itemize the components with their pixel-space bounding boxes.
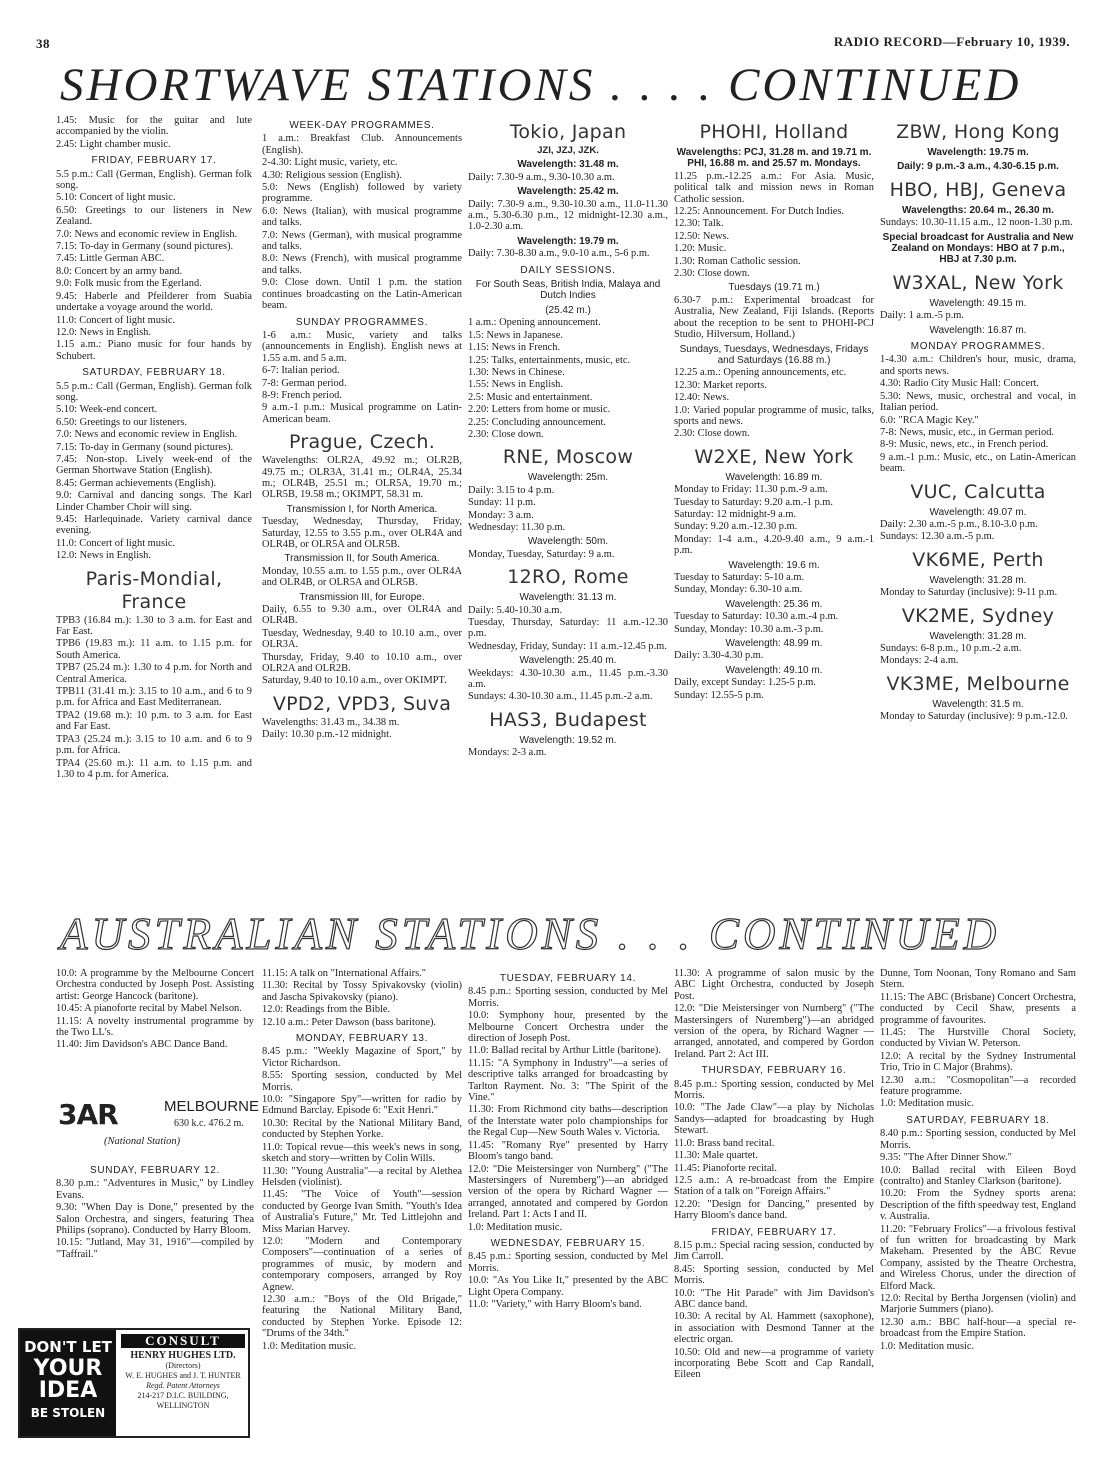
centered-note: Sundays, Tuesdays, Wednesdays, Fridays and Saturdays (16.88 m.) bbox=[679, 343, 869, 366]
section-heading: DAILY SESSIONS. bbox=[520, 264, 616, 276]
schedule-entry: 1.0: Meditation music. bbox=[262, 1340, 357, 1352]
schedule-entry: 9.45: Haberle and Pfeilderer from Suabia undertake a voyage around the world. bbox=[56, 290, 252, 314]
schedule-entry: 7.45: Little German ABC. bbox=[56, 253, 165, 265]
schedule-entry: Saturday, 9.40 to 10.10 a.m., over OKIMPT. bbox=[262, 675, 447, 687]
schedule-entry: 11.30: A programme of salon music by the ABC Light Orchestra, conducted by Joseph Post. bbox=[674, 968, 874, 1002]
schedule-entry: 11.0: "Variety," with Harry Bloom's band. bbox=[468, 1298, 642, 1310]
schedule-entry: 11.20: "February Frolics"—a frivolous festival of fun written for broadcasting by Mark Makeham. Presented by the ABC Revue Company, assisted by the Theatre Orchestra, and Wireless Chorus, under the direction of Elford Mack. bbox=[880, 1223, 1076, 1292]
schedule-entry: 12.40: News. bbox=[674, 392, 730, 404]
au-column-1 bbox=[56, 968, 254, 1088]
schedule-entry: 12.30: Market reports. bbox=[674, 379, 767, 391]
station-call-sign: 3AR bbox=[58, 1098, 118, 1131]
schedule-entry: 9.0: Carnival and dancing songs. The Karl Linder Chamber Choir will sing. bbox=[56, 490, 252, 513]
section-heading: MONDAY, FEBRUARY 13. bbox=[295, 1033, 429, 1045]
schedule-entry: 2-4.30: Light music, variety, etc. bbox=[262, 157, 398, 169]
schedule-entry: 9.30: "When Day is Done," presented by the Salon Orchestra, and singers, featuring Thea Philips (soprano). Conducted by Harry Bloom. bbox=[56, 1202, 254, 1237]
schedule-entry: Sunday, Monday: 6.30-10 a.m. bbox=[674, 584, 803, 596]
schedule-entry: Daily: 7.30-9 a.m., 9.30-10.30 a.m., 11.0-11.30 a.m., 5.30-6.30 p.m., 12 midnight-12.30 a.m., 1.0-2.30 a.m. bbox=[468, 198, 668, 233]
schedule-entry: 12.50: News. bbox=[674, 230, 730, 242]
schedule-entry: Monday to Saturday (inclusive): 9 p.m.-12.0. bbox=[880, 711, 1068, 723]
section-heading: SATURDAY, FEBRUARY 18. bbox=[82, 367, 226, 379]
centered-note: Wavelength: 31.28 m. bbox=[929, 574, 1027, 586]
schedule-entry: 11.45: "Romany Rye" presented by Harry Bloom's tango band. bbox=[468, 1139, 668, 1163]
station-heading: VK2ME, Sydney bbox=[901, 604, 1055, 627]
schedule-entry: 11.0: Brass band recital. bbox=[674, 1137, 775, 1149]
wavelength-line: Daily: 9 p.m.-3 a.m., 4.30-6.15 p.m. bbox=[897, 161, 1059, 173]
centered-note: Wavelength: 49.15 m. bbox=[929, 297, 1027, 309]
centered-note: Wavelength: 25.36 m. bbox=[725, 598, 823, 610]
schedule-entry: 1-6 a.m.: Music, variety and talks (announcements in English). English news at 1.55 a.m. and 5 a.m. bbox=[262, 329, 462, 364]
schedule-entry: 1 a.m.: Opening announcement. bbox=[468, 317, 601, 329]
schedule-entry: 7.0: News and economic review in English. bbox=[56, 228, 238, 240]
centered-note: Transmission II, for South America. bbox=[284, 553, 440, 565]
section-heading: SUNDAY, FEBRUARY 12. bbox=[90, 1165, 220, 1176]
centered-note: Transmission I, for North America. bbox=[286, 503, 438, 515]
schedule-entry: Daily: 7.30-9 a.m., 9.30-10.30 a.m. bbox=[468, 171, 615, 183]
schedule-entry: 11.40: Jim Davidson's ABC Dance Band. bbox=[56, 1039, 228, 1051]
schedule-entry: Daily: 2.30 a.m.-5 p.m., 8.10-3.0 p.m. bbox=[880, 518, 1038, 530]
schedule-entry: 6-7: Italian period. bbox=[262, 365, 340, 377]
schedule-entry: 12.30 a.m.: "Cosmopolitan"—a recorded feature programme. bbox=[880, 1074, 1076, 1098]
schedule-entry: 8.30 p.m.: "Adventures in Music," by Lindley Evans. bbox=[56, 1178, 254, 1201]
schedule-entry: 7-8: German period. bbox=[262, 377, 347, 389]
schedule-entry: Tuesday, Thursday, Saturday: 11 a.m.-12.30 p.m. bbox=[468, 617, 668, 640]
schedule-entry: 11.30: Male quartet. bbox=[674, 1150, 758, 1162]
shortwave-title: SHORTWAVE STATIONS . . . . CONTINUED bbox=[60, 59, 1022, 111]
section-heading: WEDNESDAY, FEBRUARY 15. bbox=[490, 1237, 646, 1249]
schedule-entry: 7.0: News and economic review in English. bbox=[56, 429, 238, 441]
schedule-entry: Monday to Saturday (inclusive): 9-11 p.m. bbox=[880, 587, 1058, 599]
station-3ar-box bbox=[56, 1096, 260, 1158]
centered-note: For South Seas, British India, Malaya and Dutch Indies bbox=[475, 279, 661, 302]
schedule-entry: 12.25: Announcement. For Dutch Indies. bbox=[674, 206, 844, 218]
centered-note: Wavelength: 19.52 m. bbox=[519, 734, 617, 746]
schedule-entry: 10.0: "Singapore Spy"—written for radio by Edmund Barclay. Episode 6: "Exit Henri." bbox=[262, 1094, 462, 1117]
schedule-entry: 12.0: News in English. bbox=[56, 550, 151, 562]
schedule-entry: 8.40 p.m.: Sporting session, conducted by Mel Morris. bbox=[880, 1128, 1076, 1151]
schedule-entry: 1.0: Varied popular programme of music, talks, sports and news. bbox=[674, 404, 874, 427]
publication-line: RADIO RECORD—February 10, 1939. bbox=[833, 34, 1070, 49]
schedule-entry: 10.30: Recital by the National Military Band, conducted by Stephen Yorke. bbox=[262, 1117, 462, 1141]
schedule-entry: Monday: 3 a.m. bbox=[468, 509, 534, 521]
schedule-entry: 11.0: Concert of light music. bbox=[56, 314, 176, 326]
schedule-entry: 10.0: A programme by the Melbourne Concert Orchestra conducted by Joseph Post. Assisting artist: George Hancock (baritone). bbox=[56, 968, 254, 1002]
ad-names: W. E. HUGHES and J. T. HUNTER bbox=[125, 1371, 241, 1380]
schedule-entry: 2.20: Letters from home or music. bbox=[468, 404, 611, 416]
station-heading: W3XAL, New York bbox=[892, 271, 1064, 294]
sw-column-2 bbox=[262, 115, 462, 895]
station-frequency: 630 k.c. 476.2 m. bbox=[174, 1118, 244, 1129]
schedule-entry: 7.15: To-day in Germany (sound pictures). bbox=[56, 241, 234, 253]
section-heading: THURSDAY, FEBRUARY 16. bbox=[701, 1065, 847, 1077]
schedule-entry: TPB7 (25.24 m.): 1.30 to 4 p.m. for North and Central America. bbox=[56, 662, 252, 685]
schedule-entry: Monday, 10.55 a.m. to 1.55 p.m., over OLR4A and OLR4B, or OLR5A and OLR5B. bbox=[262, 565, 462, 589]
schedule-entry: 1.0: Meditation music. bbox=[468, 1221, 563, 1233]
schedule-entry: 5.5 p.m.: Call (German, English). German folk song. bbox=[56, 168, 252, 192]
schedule-entry: 11.45: The Hurstville Choral Society, conducted by Vivian W. Peterson. bbox=[880, 1027, 1076, 1050]
schedule-entry: 1.15: News in French. bbox=[468, 342, 561, 354]
centered-note: Wavelength: 25.40 m. bbox=[519, 655, 617, 667]
centered-note: Wavelength: 48.99 m. bbox=[725, 638, 823, 650]
schedule-entry: 1.25: Talks, entertainments, music, etc. bbox=[468, 354, 631, 366]
schedule-entry: 8.45 p.m.: "Weekly Magazine of Sport," by Victor Richardson. bbox=[262, 1046, 462, 1069]
ad-slogan-line: BE STOLEN bbox=[30, 1406, 106, 1420]
schedule-entry: 10.20: From the Sydney sports arena: Description of the fifth speedway test, England v. Australia. bbox=[880, 1188, 1076, 1223]
station-heading: VPD2, VPD3, Suva bbox=[272, 692, 452, 715]
centered-note: Wavelength: 49.10 m. bbox=[725, 664, 823, 676]
station-heading: W2XE, New York bbox=[694, 445, 854, 468]
schedule-entry: 7.0: News (German), with musical programme and talks. bbox=[262, 229, 462, 253]
schedule-entry: 8.45 p.m.: Sporting session, conducted by Mel Morris. bbox=[674, 1078, 874, 1102]
schedule-entry: TPA4 (25.60 m.): 11 a.m. to 1.15 p.m. and 1.30 to 4 p.m. for America. bbox=[56, 757, 252, 780]
schedule-entry: 11.15: "A Symphony in Industry"—a series of descriptive talks arranged for broadcasting by Tarlton Rayment. No. 3: "The Spirit of the Vine." bbox=[468, 1057, 668, 1104]
schedule-entry: 1-4.30 a.m.: Children's hour, music, drama, and sports news. bbox=[880, 354, 1076, 377]
schedule-entry: Monday to Friday: 11.30 p.m.-9 a.m. bbox=[674, 484, 828, 496]
section-heading: SATURDAY, FEBRUARY 18. bbox=[906, 1114, 1050, 1126]
schedule-entry: 2.30: Close down. bbox=[674, 268, 750, 280]
station-heading: ZBW, Hong Kong bbox=[896, 121, 1060, 143]
patent-advertisement bbox=[18, 1328, 250, 1438]
schedule-entry: 9 a.m.-1 p.m.: Musical programme on Latin-American beam. bbox=[262, 402, 462, 425]
schedule-entry: 11.0: Concert of light music. bbox=[56, 537, 176, 549]
schedule-entry: 1.30: News in Chinese. bbox=[468, 366, 565, 378]
schedule-entry: Daily: 3.30-4.30 p.m. bbox=[674, 650, 764, 662]
station-city: MELBOURNE bbox=[164, 1098, 260, 1115]
australian-title: AUSTRALIAN STATIONS . . . CONTINUED bbox=[60, 909, 1001, 959]
schedule-entry: 6.0: "RCA Magic Key." bbox=[880, 414, 979, 426]
au-column-2 bbox=[262, 968, 462, 1448]
schedule-entry: 8-9: French period. bbox=[262, 389, 342, 401]
schedule-entry: 2.5: Music and entertainment. bbox=[468, 391, 593, 403]
schedule-entry: Tuesday to Saturday: 5-10 a.m. bbox=[674, 572, 805, 583]
ad-slogan-line: YOUR bbox=[33, 1356, 103, 1381]
schedule-entry: Monday: 1-4 a.m., 4.20-9.40 a.m., 9 a.m.-1 p.m. bbox=[674, 533, 874, 557]
section-heading: MONDAY PROGRAMMES. bbox=[910, 341, 1046, 353]
centered-note: Wavelength: 49.07 m. bbox=[929, 506, 1027, 518]
au-column-1b bbox=[56, 1160, 254, 1320]
schedule-entry: 12.30: Talk. bbox=[674, 218, 724, 230]
schedule-entry: Wednesday, Friday, Sunday: 11 a.m.-12.45 p.m. bbox=[468, 640, 667, 652]
schedule-entry: 7-8: News, music, etc., in German period. bbox=[880, 426, 1054, 438]
schedule-entry: Tuesday, Wednesday, Thursday, Friday, Saturday, 12.55 to 3.55 p.m., over OLR4A and OLR4B, or OLR5A and OLR5B. bbox=[262, 516, 462, 550]
schedule-entry: Daily: 10.30 p.m.-12 midnight. bbox=[262, 729, 392, 741]
schedule-entry: Sunday: 11 p.m. bbox=[468, 497, 536, 509]
schedule-entry: 9 a.m.-1 p.m.: Music, etc., on Latin-American beam. bbox=[880, 451, 1076, 475]
centered-note: Transmission III, for Europe. bbox=[299, 591, 425, 603]
schedule-entry: 1.0: Meditation music. bbox=[880, 1340, 975, 1352]
schedule-entry: 12.5 a.m.: A re-broadcast from the Empire Station of a talk on "Foreign Affairs." bbox=[674, 1174, 874, 1198]
schedule-entry: 10.0: "As You Like It," presented by the ABC Light Opera Company. bbox=[468, 1275, 668, 1298]
ad-consult: CONSULT bbox=[121, 1334, 245, 1348]
au-column-5 bbox=[880, 968, 1076, 1448]
schedule-entry: 5.5 p.m.: Call (German, English). German folk song. bbox=[56, 380, 252, 403]
centered-note: Wavelength: 31.13 m. bbox=[519, 592, 617, 604]
station-subheading: JZI, JZJ, JZK. bbox=[537, 145, 599, 156]
schedule-entry: 11.0: Ballad recital by Arthur Little (baritone). bbox=[468, 1045, 661, 1057]
station-type: (National Station) bbox=[104, 1136, 181, 1147]
centered-note: Wavelength: 31.5 m. bbox=[932, 698, 1024, 710]
schedule-entry: 10.45: A pianoforte recital by Mabel Nelson. bbox=[56, 1003, 242, 1015]
wavelength-line: Wavelength: 19.75 m. bbox=[927, 147, 1029, 158]
schedule-entry: 12.30 a.m.: "Boys of the Old Brigade," featuring the National Military Band, conducted by Stephen Yorke. Episode 12: "Drums of the 34th." bbox=[262, 1293, 462, 1340]
schedule-entry: 2.30: Close down. bbox=[674, 428, 750, 440]
station-heading: VK6ME, Perth bbox=[912, 548, 1044, 571]
schedule-entry: Sundays: 6-8 p.m., 10 p.m.-2 a.m. bbox=[880, 642, 1022, 654]
schedule-entry: 10.15: "Jutland, May 31, 1916"—compiled by "Taffrail." bbox=[56, 1237, 254, 1260]
schedule-entry: 12.0: Recital by Bertha Jorgensen (violin) and Marjorie Summers (piano). bbox=[880, 1292, 1076, 1316]
schedule-entry: Dunne, Tom Noonan, Tony Romano and Sam Stern. bbox=[880, 968, 1076, 991]
schedule-entry: 7.45: Non-stop. Lively week-end of the German Shortwave Station (English). bbox=[56, 453, 252, 477]
schedule-entry: 2.25: Concluding announcement. bbox=[468, 416, 606, 428]
schedule-entry: Daily, except Sunday: 1.25-5 p.m. bbox=[674, 677, 816, 689]
ad-address: 214-217 D.I.C. BUILDING, bbox=[137, 1391, 229, 1400]
schedule-entry: 9.35: "The After Dinner Show." bbox=[880, 1152, 1012, 1164]
schedule-entry: Wavelengths: 31.43 m., 34.38 m. bbox=[262, 716, 400, 728]
schedule-entry: Tuesday to Saturday: 10.30 a.m.-4 p.m. bbox=[674, 611, 839, 623]
schedule-entry: Saturday: 12 midnight-9 a.m. bbox=[674, 508, 797, 520]
station-heading: 12RO, Rome bbox=[507, 566, 629, 589]
schedule-entry: 10.0: "The Hit Parade" with Jim Davidson's ABC dance band. bbox=[674, 1287, 874, 1310]
schedule-entry: 11.45: Pianoforte recital. bbox=[674, 1162, 777, 1174]
station-heading: Paris-Mondial, France bbox=[85, 567, 223, 613]
schedule-entry: 5.30: News, music, orchestral and vocal, in Italian period. bbox=[880, 390, 1076, 414]
schedule-entry: 11.0: Topical revue—this week's news in song, sketch and story—written by Colin Wills. bbox=[262, 1141, 462, 1165]
schedule-entry: 6.30-7 p.m.: Experimental broadcast for Australia, New Zealand, Fiji Islands. (Reports about the reception to be sent to PHOHI-PCJ Studio, Hilversum, Holland.) bbox=[674, 294, 874, 341]
page-number: 38 bbox=[36, 36, 50, 51]
schedule-entry: Weekdays: 4.30-10.30 a.m., 11.45 p.m.-3.30 a.m. bbox=[468, 667, 668, 691]
schedule-entry: Sunday, Monday: 10.30 a.m.-3 p.m. bbox=[674, 623, 824, 635]
schedule-entry: 11.15: A novelty instrumental programme by the Two LL's. bbox=[56, 1015, 254, 1039]
schedule-entry: 6.50: Greetings to our listeners in New Zealand. bbox=[56, 204, 252, 228]
schedule-entry: 2.30: Close down. bbox=[468, 428, 544, 440]
schedule-entry: 1.55: News in English. bbox=[468, 379, 563, 391]
schedule-entry: 11.15: The ABC (Brisbane) Concert Orchestra, conducted by Cecil Shaw, presents a programme of favourites. bbox=[880, 991, 1076, 1026]
schedule-entry: 10.50: Old and new—a programme of variety incorporating Bebe Scott and Cap Randall, Eileen bbox=[674, 1346, 874, 1381]
sw-column-1 bbox=[56, 115, 252, 905]
schedule-entry: 1.15 a.m.: Piano music for four hands by Schubert. bbox=[56, 339, 252, 362]
schedule-entry: 12.0: A recital by the Sydney Instrumental Trio, Trio in C Major (Brahms). bbox=[880, 1050, 1076, 1074]
schedule-entry: Daily: 3.15 to 4 p.m. bbox=[468, 484, 555, 496]
au-column-4 bbox=[674, 968, 874, 1448]
wavelength-line: Wavelengths: PCJ, 31.28 m. and 19.71 m. PHI, 16.88 m. and 25.57 m. Mondays. bbox=[676, 147, 872, 170]
schedule-entry: 8.0: News (French), with musical programme and talks. bbox=[262, 253, 462, 276]
schedule-entry: 4.30: Religious session (English). bbox=[262, 169, 402, 181]
schedule-entry: Daily: 7.30-8.30 a.m., 9.0-10 a.m., 5-6 p.m. bbox=[468, 248, 650, 260]
schedule-entry: 8.45: Sporting session, conducted by Mel Morris. bbox=[674, 1263, 874, 1287]
schedule-entry: 10.0: Ballad recital with Eileen Boyd (contralto) and Stanley Clarkson (baritone). bbox=[880, 1164, 1076, 1187]
station-heading: PHOHI, Holland bbox=[699, 121, 849, 143]
schedule-entry: 12.20: "Design for Dancing," presented by Harry Bloom's dance band. bbox=[674, 1198, 874, 1222]
schedule-entry: 8.15 p.m.: Special racing session, conducted by Jim Carroll. bbox=[674, 1239, 874, 1263]
schedule-entry: 8.45 p.m.: Sporting session, conducted by Mel Morris. bbox=[468, 986, 668, 1009]
schedule-entry: 12.10 a.m.: Peter Dawson (bass baritone). bbox=[262, 1016, 437, 1028]
schedule-entry: Thursday, Friday, 9.40 to 10.10 a.m., over OLR2A and OLR2B. bbox=[262, 651, 462, 675]
schedule-entry: TPB6 (19.83 m.): 11 a.m. to 1.15 p.m. for South America. bbox=[56, 638, 252, 661]
schedule-entry: 1.5: News in Japanese. bbox=[468, 329, 563, 341]
schedule-entry: 9.0: Close down. Until 1 p.m. the station continues broadcasting on the Latin-American beam. bbox=[262, 277, 462, 312]
centered-note: Wavelength: 19.6 m. bbox=[728, 559, 820, 571]
wavelength-line: Wavelength: 31.48 m. bbox=[517, 159, 619, 171]
schedule-entry: 8.0: Concert by an army band. bbox=[56, 265, 183, 277]
schedule-entry: Tuesday to Saturday: 9.20 a.m.-1 p.m. bbox=[674, 496, 833, 508]
schedule-entry: 5.0: News (English) followed by variety programme. bbox=[262, 182, 462, 205]
wavelength-line: Special broadcast for Australia and New Zealand on Mondays: HBO at 7 p.m., HBJ at 7.30 p.m. bbox=[882, 231, 1074, 266]
schedule-entry: 1 a.m.: Breakfast Club. Announcements (English). bbox=[262, 133, 462, 156]
station-heading: Tokio, Japan bbox=[509, 121, 627, 143]
schedule-entry: 12.0: Readings from the Bible. bbox=[262, 1004, 391, 1016]
schedule-entry: 5.10: Week-end concert. bbox=[56, 404, 158, 416]
station-heading: Prague, Czech. bbox=[288, 431, 436, 454]
schedule-entry: 12.0: "Modern and Contemporary Composers"—continuation of a series of programmes of music, by modern and contemporary composers, arranged by Roy Agnew. bbox=[262, 1235, 462, 1293]
schedule-entry: Sundays: 4.30-10.30 a.m., 11.45 p.m.-2 a.m. bbox=[468, 691, 653, 703]
schedule-entry: Mondays: 2-3 a.m. bbox=[468, 747, 547, 759]
schedule-entry: 4.30: Radio City Music Hall: Concert. bbox=[880, 378, 1040, 390]
schedule-entry: 12.30 a.m.: BBC half-hour—a special re-broadcast from the Empire Station. bbox=[880, 1316, 1076, 1340]
centered-note: Wavelength: 25m. bbox=[527, 472, 609, 484]
schedule-entry: Wavelengths: OLR2A, 49.92 m.; OLR2B, 49.75 m.; OLR3A, 31.41 m.; OLR4A, 25.34 m.; OLR4B, 25.51 m.; OLR5A, 19.70 m.; OLR5B, 19.58 m.; OKIMPT, 58.31 m. bbox=[262, 455, 462, 501]
schedule-entry: 6.0: News (Italian), with musical programme and talks. bbox=[262, 205, 462, 229]
schedule-entry: 11.15: A talk on "International Affairs." bbox=[262, 968, 427, 979]
section-heading: SUNDAY PROGRAMMES. bbox=[295, 316, 429, 328]
schedule-entry: 11.30: "Young Australia"—a recital by Alethea Helsden (violinist). bbox=[262, 1165, 462, 1188]
wavelength-line: Wavelengths: 20.64 m., 26.30 m. bbox=[902, 204, 1054, 216]
schedule-entry: Sundays: 10.30-11.15 a.m., 12 noon-1.30 p.m. bbox=[880, 217, 1073, 229]
schedule-entry: 8.55: Sporting session, conducted by Mel Morris. bbox=[262, 1070, 462, 1093]
schedule-entry: Monday, Tuesday, Saturday: 9 a.m. bbox=[468, 548, 615, 560]
ad-agents: Regd. Patent Attorneys bbox=[146, 1381, 220, 1390]
schedule-entry: 12.0: News in English. bbox=[56, 326, 151, 338]
ad-slogan bbox=[20, 1330, 116, 1436]
schedule-entry: TPA2 (19.68 m.): 10 p.m. to 3 a.m. for East and Far East. bbox=[56, 709, 252, 733]
centered-note: (25.42 m.) bbox=[545, 304, 591, 316]
schedule-entry: 1.45: Music for the guitar and lute accompanied by the violin. bbox=[56, 115, 252, 138]
schedule-entry: Sundays: 12.30 a.m.-5 p.m. bbox=[880, 531, 995, 543]
section-heading: TUESDAY, FEBRUARY 14. bbox=[499, 973, 637, 984]
ad-firm-details bbox=[118, 1330, 248, 1436]
sw-column-3 bbox=[468, 115, 668, 865]
schedule-entry: 11.30: From Richmond city baths—description of the Interstate water polo championships for the Regal Cup—New South Wales v. Victoria. bbox=[468, 1104, 668, 1139]
station-heading: VUC, Calcutta bbox=[910, 480, 1046, 503]
schedule-entry: 9.45: Harlequinade. Variety carnival dance evening. bbox=[56, 514, 252, 537]
section-heading: FRIDAY, FEBRUARY 17. bbox=[711, 1226, 837, 1238]
section-heading: FRIDAY, FEBRUARY 17. bbox=[91, 155, 217, 167]
schedule-entry: 12.25 a.m.: Opening announcements, etc. bbox=[674, 367, 847, 379]
schedule-entry: Daily: 1 a.m.-5 p.m. bbox=[880, 310, 964, 322]
ad-city: WELLINGTON bbox=[156, 1401, 210, 1410]
ad-slogan-line: IDEA bbox=[38, 1378, 98, 1403]
schedule-entry: 11.45: "The Voice of Youth"—session conducted by George Ivan Smith. "Youth's Idea of Australia's Future," Mr. Ted Littlejohn and Miss Marian Harvey. bbox=[262, 1189, 462, 1235]
schedule-entry: TPB11 (31.41 m.): 3.15 to 10 a.m., and 6 to 9 p.m. for Africa and East Mediterranean. bbox=[56, 686, 252, 709]
station-heading: VK3ME, Melbourne bbox=[886, 672, 1070, 695]
schedule-entry: 8.45 p.m.: Sporting session, conducted by Mel Morris. bbox=[468, 1251, 668, 1274]
schedule-entry: Tuesday, Wednesday, 9.40 to 10.10 a.m., over OLR3A. bbox=[262, 627, 462, 651]
centered-note: Tuesdays (19.71 m.) bbox=[728, 282, 820, 294]
schedule-entry: 7.15: To-day in Germany (sound pictures). bbox=[56, 441, 234, 453]
schedule-entry: Sunday: 12.55-5 p.m. bbox=[674, 689, 764, 701]
schedule-entry: 8.45: German achievements (English). bbox=[56, 477, 217, 489]
ad-firm-name: HENRY HUGHES LTD. bbox=[130, 1350, 236, 1361]
schedule-entry: 1.30: Roman Catholic session. bbox=[674, 255, 801, 267]
schedule-entry: 12.0: "Die Meistersinger von Nurnberg" ("The Mastersingers of Nuremberg")—an abridged version of the opera, by Richard Wagner — arranged, annotated, and compered by Gordon Ireland. Part 2: Act III. bbox=[674, 1003, 874, 1060]
schedule-entry: Sunday: 9.20 a.m.-12.30 p.m. bbox=[674, 521, 798, 533]
centered-note: Wavelength: 31.28 m. bbox=[929, 630, 1027, 642]
section-heading: WEEK-DAY PROGRAMMES. bbox=[289, 120, 435, 131]
wavelength-line: Wavelength: 25.42 m. bbox=[517, 186, 619, 198]
au-column-3 bbox=[468, 968, 668, 1448]
schedule-entry: Mondays: 2-4 a.m. bbox=[880, 655, 959, 667]
schedule-entry: 1.0: Meditation music. bbox=[880, 1098, 975, 1110]
station-heading: HBO, HBJ, Geneva bbox=[889, 178, 1067, 201]
centered-note: Wavelength: 16.89 m. bbox=[725, 471, 823, 483]
station-heading: RNE, Moscow bbox=[502, 446, 634, 469]
schedule-entry: 9.0: Folk music from the Egerland. bbox=[56, 278, 202, 290]
schedule-entry: 10.30: A recital by Al. Hammett (saxophone), in association with Desmond Tanner at the electric organ. bbox=[674, 1311, 874, 1346]
schedule-entry: 11.30: Recital by Tossy Spivakovsky (violin) and Jascha Spivakovsky (piano). bbox=[262, 980, 462, 1003]
centered-note: Wavelength: 16.87 m. bbox=[929, 324, 1027, 336]
ad-slogan-line: DON'T LET bbox=[24, 1338, 112, 1356]
schedule-entry: 2.45: Light chamber music. bbox=[56, 138, 171, 150]
station-heading: HAS3, Budapest bbox=[489, 708, 647, 731]
schedule-entry: TPB3 (16.84 m.): 1.30 to 3 a.m. for East and Far East. bbox=[56, 614, 252, 638]
schedule-entry: 8-9: Music, news, etc., in French period. bbox=[880, 439, 1049, 451]
schedule-entry: 10.0: Symphony hour, presented by the Melbourne Concert Orchestra under the direction of Joseph Post. bbox=[468, 1010, 668, 1045]
schedule-entry: Daily: 5.40-10.30 a.m. bbox=[468, 604, 563, 616]
schedule-entry: 11.25 p.m.-12.25 a.m.: For Asia. Music, political talk and mission news in Roman Catholic session. bbox=[674, 170, 874, 205]
schedule-entry: 6.50: Greetings to our listeners. bbox=[56, 416, 188, 428]
ad-directors: (Directors) bbox=[165, 1361, 201, 1370]
schedule-entry: TPA3 (25.24 m.): 3.15 to 10 a.m. and 6 to 9 p.m. for Africa. bbox=[56, 733, 252, 757]
sw-column-5 bbox=[880, 115, 1076, 895]
schedule-entry: 1.20: Music. bbox=[674, 243, 727, 255]
centered-note: Wavelength: 50m. bbox=[527, 536, 609, 548]
wavelength-line: Wavelength: 19.79 m. bbox=[517, 235, 619, 247]
schedule-entry: 10.0: "The Jade Claw"—a play by Nicholas Sandys—adapted for broadcasting by Hugh Stewart. bbox=[674, 1102, 874, 1137]
schedule-entry: Wednesday: 11.30 p.m. bbox=[468, 521, 566, 533]
schedule-entry: Daily, 6.55 to 9.30 a.m., over OLR4A and OLR4B. bbox=[262, 604, 462, 627]
schedule-entry: 5.10: Concert of light music. bbox=[56, 192, 176, 204]
schedule-entry: 12.0: "Die Meistersinger von Nurnberg" ("The Mastersingers of Nuremberg")—an abridged version of the opera by Richard Wagner — arranged, annotated and compered by Gordon Ireland. Part 1: Acts I and II. bbox=[468, 1163, 668, 1221]
sw-column-4 bbox=[674, 115, 874, 865]
